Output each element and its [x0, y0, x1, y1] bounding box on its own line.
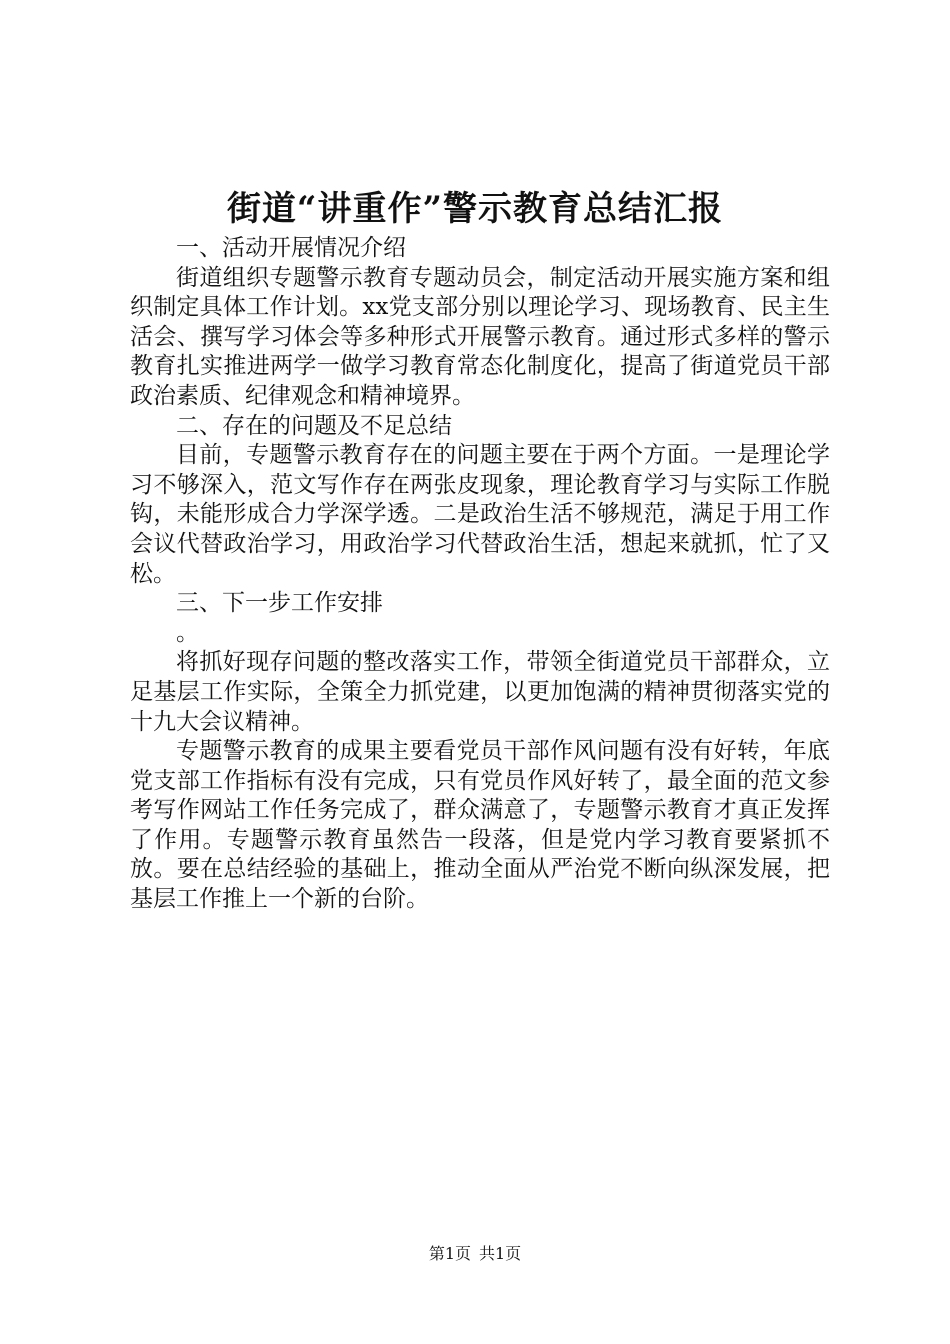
page-footer [0, 1243, 950, 1265]
section-heading-3: 三、下一步工作安排 [176, 590, 383, 617]
paragraph-activities: 街道组织专题警示教育专题动员会，制定活动开展实施方案和组织制定具体工作计划。xx党支部分别以理论学习、现场教育、民主生活会、撰写学习体会等多种形式开展警示教育。通过形式多样的警示教育扎实推进两学一做学习教育常态化制度化，提高了街道党员干部政治素质、纪律观念和精神境界。 [130, 264, 830, 409]
section-heading-2: 二、存在的问题及不足总结 [176, 412, 452, 439]
document-title: 街道“讲重作”警示教育总结汇报 [226, 189, 724, 229]
page-total: 共1页 [479, 1244, 522, 1263]
page-number: 第1页 [428, 1244, 471, 1263]
stray-punctuation-line: 。 [176, 619, 199, 646]
paragraph-problems: 目前，专题警示教育存在的问题主要在于两个方面。一是理论学习不够深入，范文写作存在两张皮现象，理论教育学习与实际工作脱钩，未能形成合力学深学透。二是政治生活不够规范，满足于用工作会议代替政治学习，用政治学习代替政治生活，想起来就抓，忙了又松。 [130, 442, 830, 587]
paragraph-next-steps: 将抓好现存问题的整改落实工作，带领全街道党员干部群众，立足基层工作实际，全策全力抓党建，以更加饱满的精神贯彻落实党的十九大会议精神。 [130, 649, 830, 735]
document-body [130, 234, 830, 915]
section-heading-1: 一、活动开展情况介绍 [176, 235, 406, 261]
paragraph-outcomes: 专题警示教育的成果主要看党员干部作风问题有没有好转，年底党支部工作指标有没有完成，只有党员作风好转了，最全面的范文参考写作网站工作任务完成了，群众满意了，专题警示教育才真正发挥了作用。专题警示教育虽然告一段落，但是党内学习教育要紧抓不放。要在总结经验的基础上，推动全面从严治党不断向纵深发展，把基层工作推上一个新的台阶。 [130, 738, 830, 913]
